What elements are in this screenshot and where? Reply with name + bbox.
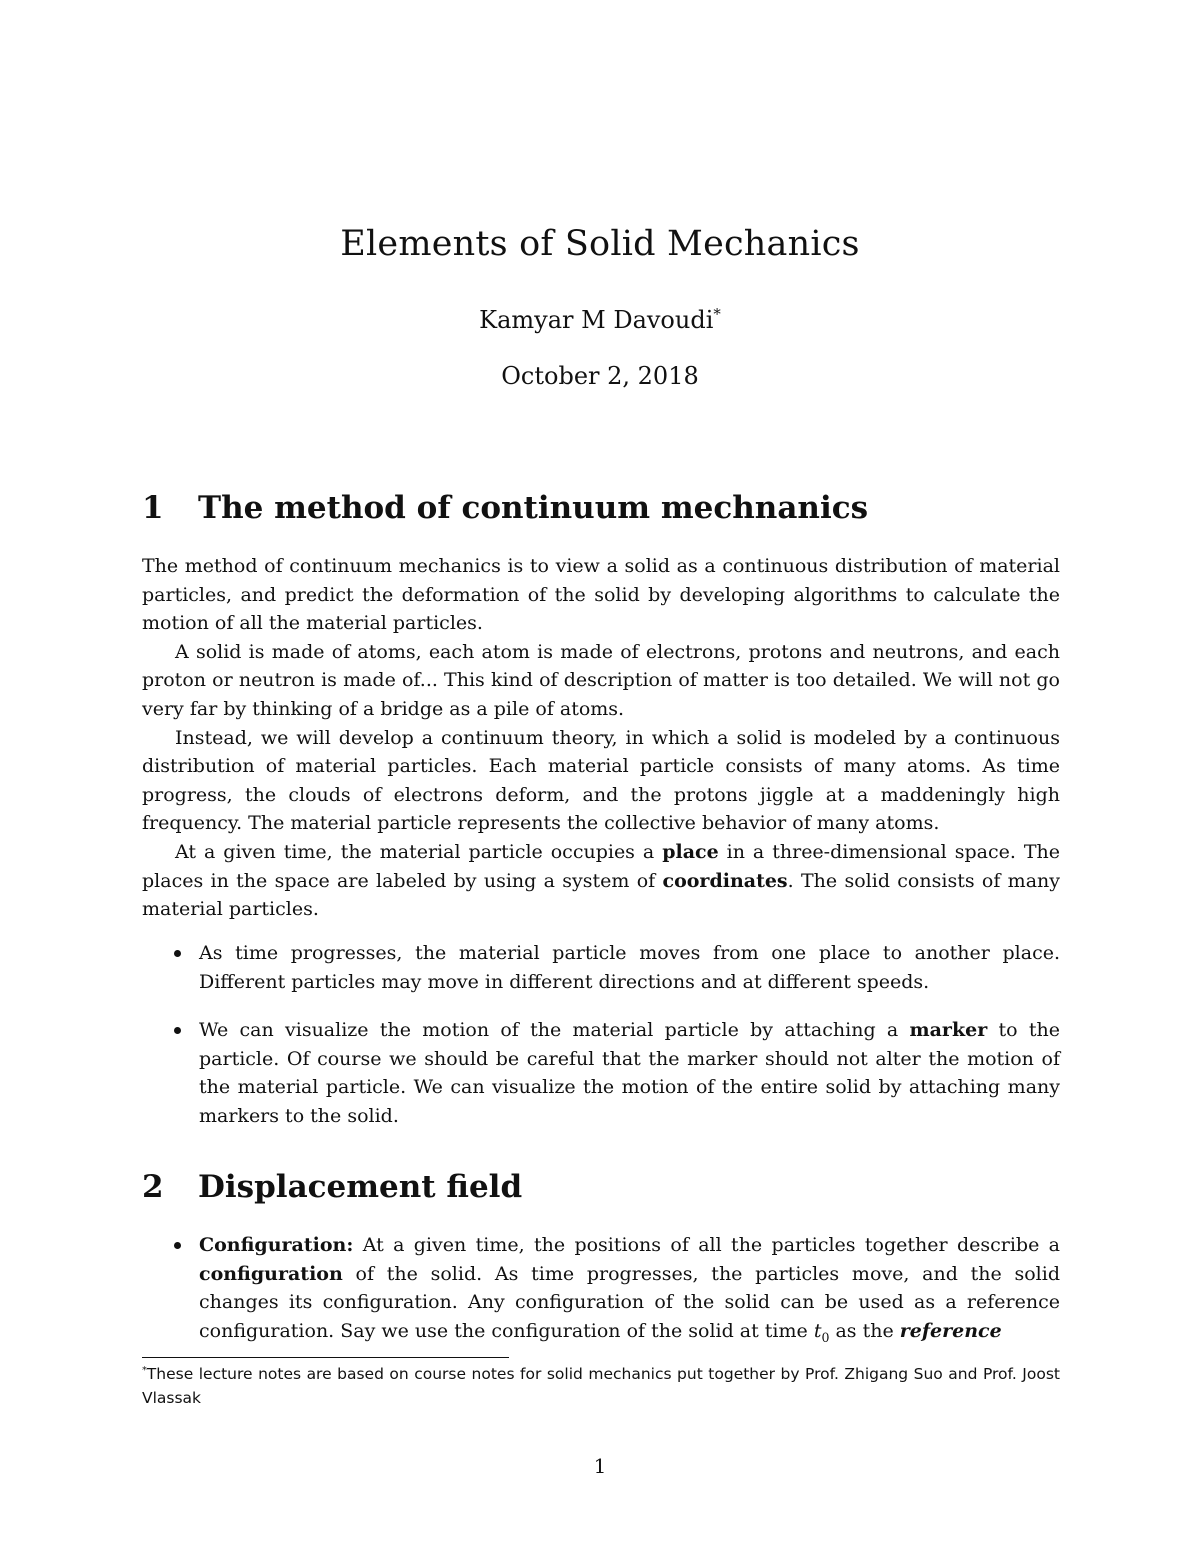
variable-t-subscript: 0: [821, 1329, 830, 1345]
section-2-bullet-list: [142, 1231, 1060, 1345]
paper-title: Elements of Solid Mechanics: [340, 224, 860, 264]
section-1-paragraph-2: A solid is made of atoms, each atom is made of electrons, protons and neutrons, and each proton or neutron is made of... This kind of description of matter is too detailed. We will not go very far by thinking of a bridge as a pile of atoms.: [142, 640, 1060, 720]
section-2-bullet-1: [142, 1231, 1060, 1345]
term-configuration: configuration: [199, 1262, 343, 1285]
variable-t: t: [813, 1319, 822, 1342]
footnote-mark: *: [142, 1364, 147, 1376]
configuration-text-a: At a given time, the positions of all the particles together describe a: [353, 1234, 1060, 1256]
section-1-bullet-2: [142, 1016, 1060, 1130]
paragraph-4-text-c: . The solid consists of many material particles.: [142, 869, 1060, 921]
term-marker: marker: [909, 1019, 988, 1042]
section-1-body: [142, 552, 1060, 924]
footnote-text: These lecture notes are based on course notes for solid mechanics put together by Prof. Zhigang Suo and Prof. Joost Vlassak: [142, 1365, 1060, 1407]
paragraph-4-text-b: in a three-dimensional space. The places in the space are labeled by using a system of: [142, 840, 1060, 892]
author-footnote-mark: *: [713, 305, 721, 323]
section-1-bullet-1: [142, 939, 1060, 996]
paragraph-4-text-a: At a given time, the material particle occupies a: [175, 840, 663, 863]
footnote-rule: [142, 1357, 509, 1358]
term-place: place: [662, 840, 719, 863]
section-1-heading: [142, 490, 868, 526]
section-1-bullet-list: [142, 939, 1060, 1131]
author-name: Kamyar M Davoudi: [479, 306, 714, 334]
bullet-icon: [174, 950, 181, 957]
term-configuration-label: Configuration:: [199, 1234, 354, 1256]
bullet-icon: [174, 1242, 181, 1249]
section-2-heading: [142, 1169, 522, 1205]
bullet-icon: [174, 1027, 181, 1034]
bullet-2-text-a: We can visualize the motion of the material particle by attaching a: [199, 1019, 910, 1042]
bullet-1-text: As time progresses, the material particle moves from one place to another place. Different particles may move in different directions and at different speeds.: [199, 942, 1060, 993]
author-line: [0, 306, 1200, 334]
section-2-number: 2: [142, 1169, 164, 1205]
section-1-title: The method of continuum mechnanics: [198, 490, 869, 526]
term-coordinates: coordinates: [662, 869, 788, 892]
bullet-2-text-b: to the particle. Of course we should be careful that the marker should not alter the motion of the material particle. We can visualize the motion of the entire solid by attaching many markers to the solid.: [199, 1019, 1060, 1127]
configuration-text-c: as the: [829, 1319, 900, 1342]
section-2-title: Displacement field: [198, 1169, 523, 1205]
footnote: [142, 1362, 1060, 1410]
section-1-paragraph-4: [142, 838, 1060, 924]
section-1-paragraph-1: The method of continuum mechanics is to view a solid as a continuous distribution of material particles, and predict the deformation of the solid by developing algorithms to calculate the motion of all the material particles.: [142, 555, 1060, 635]
paper-date: October 2, 2018: [501, 362, 699, 390]
configuration-text-b: of the solid. As time progresses, the particles move, and the solid changes its configuration. Any configuration of the solid can be used as a reference configuration. Say we use the configuration of the solid at time: [199, 1262, 1060, 1342]
section-1-number: 1: [142, 490, 164, 526]
section-1-paragraph-3: Instead, we will develop a continuum theory, in which a solid is modeled by a continuous distribution of material particles. Each material particle consists of many atoms. As time progress, the clouds of electrons deform, and the protons jiggle at a maddeningly high frequency. The material particle represents the collective behavior of many atoms.: [142, 726, 1060, 835]
term-reference: reference: [899, 1319, 1002, 1342]
page-number: 1: [593, 1454, 607, 1478]
